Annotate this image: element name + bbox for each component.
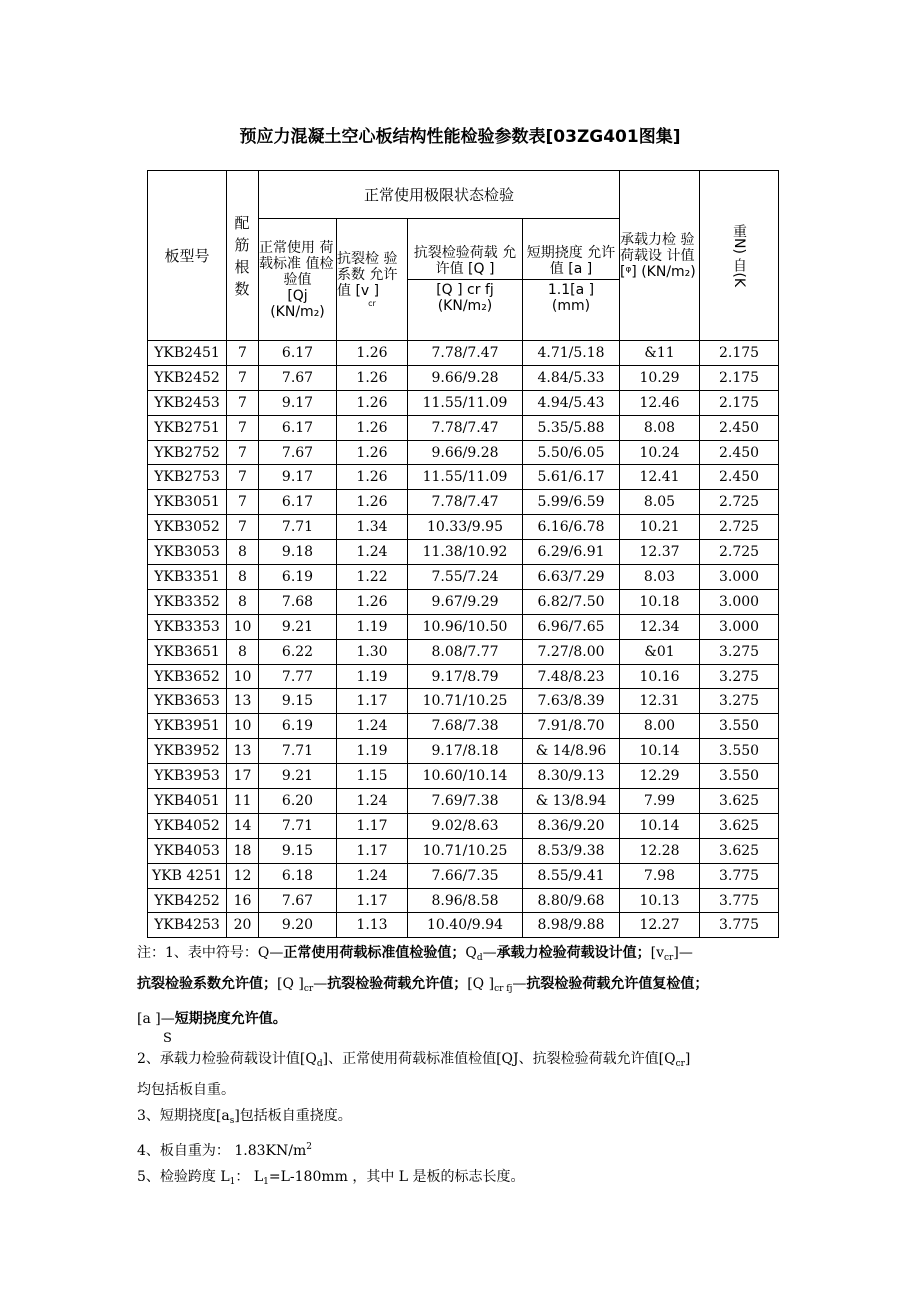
cell-bearing-load: 7.98: [620, 863, 700, 888]
cell-standard-load: 9.17: [259, 465, 337, 490]
cell-deflection: 4.84/5.33: [523, 365, 620, 390]
cell-crack-load: 7.78/7.47: [408, 415, 523, 440]
bearing-line: 荷载设 计值: [620, 247, 695, 264]
cell-standard-load: 6.22: [259, 639, 337, 664]
cell-crack-coeff: 1.34: [337, 515, 408, 540]
cell-board-type: YKB2753: [148, 465, 227, 490]
cell-standard-load: 9.18: [259, 540, 337, 565]
cell-crack-coeff: 1.17: [337, 813, 408, 838]
cell-standard-load: 7.67: [259, 440, 337, 465]
cell-self-weight: 3.550: [700, 714, 779, 739]
standard-line: [Qj: [287, 287, 308, 304]
cell-rebar-count: 8: [227, 540, 259, 565]
crack-load-line: 抗裂检验荷载 允: [413, 245, 517, 261]
cell-standard-load: 9.21: [259, 614, 337, 639]
deflection-line: 1.1[a ]: [547, 282, 595, 298]
table-row: [148, 913, 779, 938]
cell-crack-coeff: 1.24: [337, 714, 408, 739]
standard-line: 正常使用 荷: [259, 239, 334, 256]
weight-label: 重N) 自(K: [731, 223, 748, 288]
cell-deflection: 7.48/8.23: [523, 664, 620, 689]
note-3: 3、短期挠度$[a_s]$包括板自重挠度。: [137, 1108, 352, 1126]
cell-crack-load: 11.55/11.09: [408, 390, 523, 415]
cell-self-weight: 2.450: [700, 440, 779, 465]
cell-crack-coeff: 1.15: [337, 764, 408, 789]
cell-rebar-count: 14: [227, 813, 259, 838]
cell-crack-coeff: 1.22: [337, 565, 408, 590]
cell-crack-coeff: 1.24: [337, 540, 408, 565]
header-crack-coeff: [337, 219, 408, 341]
rebar-count-label: 配筋根数: [234, 213, 252, 298]
cell-board-type: YKB3652: [148, 664, 227, 689]
cell-bearing-load: 12.28: [620, 838, 700, 863]
cell-crack-coeff: 1.26: [337, 440, 408, 465]
cell-rebar-count: 8: [227, 639, 259, 664]
cell-bearing-load: 8.03: [620, 565, 700, 590]
header-rebar-count: [227, 171, 259, 341]
cell-bearing-load: 12.34: [620, 614, 700, 639]
cell-rebar-count: 7: [227, 341, 259, 366]
table-row: [148, 639, 779, 664]
cell-deflection: 5.61/6.17: [523, 465, 620, 490]
cell-crack-load: 7.55/7.24: [408, 565, 523, 590]
cell-standard-load: 9.21: [259, 764, 337, 789]
cell-rebar-count: 10: [227, 614, 259, 639]
cell-board-type: YKB3952: [148, 739, 227, 764]
cell-bearing-load: 12.29: [620, 764, 700, 789]
cell-standard-load: 9.15: [259, 838, 337, 863]
cell-board-type: YKB3951: [148, 714, 227, 739]
cell-crack-coeff: 1.26: [337, 465, 408, 490]
cell-standard-load: 7.71: [259, 813, 337, 838]
cell-crack-coeff: 1.24: [337, 789, 408, 814]
cell-board-type: YKB2451: [148, 341, 227, 366]
cell-bearing-load: 12.31: [620, 689, 700, 714]
cell-rebar-count: 12: [227, 863, 259, 888]
cell-board-type: YKB4252: [148, 888, 227, 913]
cell-crack-coeff: 1.19: [337, 614, 408, 639]
table-row: [148, 490, 779, 515]
cell-board-type: YKB3051: [148, 490, 227, 515]
cell-crack-coeff: 1.17: [337, 838, 408, 863]
header-board-type: 板型号: [148, 171, 227, 341]
crack-coeff-line: 抗裂检 验: [337, 250, 398, 267]
parameter-table: [147, 170, 779, 938]
deflection-line: (mm): [551, 298, 591, 314]
cell-deflection: & 14/8.96: [523, 739, 620, 764]
cell-rebar-count: 20: [227, 913, 259, 938]
cell-bearing-load: 10.18: [620, 589, 700, 614]
cell-rebar-count: 8: [227, 565, 259, 590]
cell-crack-load: 9.66/9.28: [408, 440, 523, 465]
table-row: [148, 515, 779, 540]
cell-board-type: YKB3653: [148, 689, 227, 714]
table-row: [148, 540, 779, 565]
cell-crack-load: 10.60/10.14: [408, 764, 523, 789]
cell-rebar-count: 13: [227, 739, 259, 764]
note-1-line3-sub: S: [163, 1031, 172, 1046]
crack-load-line: 许值 [Q ]: [435, 261, 495, 277]
cell-deflection: 5.50/6.05: [523, 440, 620, 465]
table-row: [148, 614, 779, 639]
cell-self-weight: 3.625: [700, 838, 779, 863]
bearing-line: [ᵠ] (KN/m₂): [620, 263, 696, 280]
cell-crack-load: 10.40/9.94: [408, 913, 523, 938]
cell-bearing-load: 12.37: [620, 540, 700, 565]
cell-crack-load: 10.71/10.25: [408, 838, 523, 863]
cell-bearing-load: 8.08: [620, 415, 700, 440]
cell-rebar-count: 13: [227, 689, 259, 714]
standard-line: 验值: [283, 271, 312, 288]
cell-self-weight: 3.775: [700, 863, 779, 888]
cell-crack-coeff: 1.26: [337, 390, 408, 415]
cell-deflection: 4.94/5.43: [523, 390, 620, 415]
table-row: [148, 838, 779, 863]
cell-standard-load: 9.17: [259, 390, 337, 415]
cell-deflection: 5.99/6.59: [523, 490, 620, 515]
table-row: [148, 415, 779, 440]
cell-board-type: YKB3052: [148, 515, 227, 540]
cell-self-weight: 3.275: [700, 664, 779, 689]
table-row: [148, 465, 779, 490]
cell-crack-load: 10.71/10.25: [408, 689, 523, 714]
cell-board-type: YKB4051: [148, 789, 227, 814]
cell-board-type: YKB4052: [148, 813, 227, 838]
cell-board-type: YKB3053: [148, 540, 227, 565]
cell-crack-coeff: 1.30: [337, 639, 408, 664]
cell-bearing-load: 8.05: [620, 490, 700, 515]
cell-board-type: YKB3352: [148, 589, 227, 614]
cell-rebar-count: 17: [227, 764, 259, 789]
cell-deflection: 7.27/8.00: [523, 639, 620, 664]
table-row: [148, 365, 779, 390]
table-row: [148, 390, 779, 415]
cell-self-weight: 3.275: [700, 689, 779, 714]
header-deflection: [523, 219, 620, 341]
notes: [137, 940, 787, 1195]
cell-rebar-count: 10: [227, 714, 259, 739]
cell-crack-coeff: 1.19: [337, 739, 408, 764]
cell-self-weight: 3.000: [700, 589, 779, 614]
cell-self-weight: 3.775: [700, 888, 779, 913]
cell-bearing-load: 12.46: [620, 390, 700, 415]
cell-standard-load: 7.67: [259, 888, 337, 913]
cell-standard-load: 6.17: [259, 490, 337, 515]
cell-standard-load: 9.20: [259, 913, 337, 938]
header-standard: [259, 219, 337, 341]
cell-standard-load: 6.20: [259, 789, 337, 814]
cell-board-type: YKB3651: [148, 639, 227, 664]
cell-rebar-count: 7: [227, 440, 259, 465]
cell-crack-coeff: 1.26: [337, 341, 408, 366]
cell-deflection: 7.63/8.39: [523, 689, 620, 714]
crack-coeff-line: cr: [368, 298, 376, 308]
cell-self-weight: 2.450: [700, 465, 779, 490]
cell-bearing-load: 8.00: [620, 714, 700, 739]
note-1-line2: 抗裂检验系数允许值；[Q ]$_{cr}—$抗裂检验荷载允许值；[Q ]$_{cr fj}—$抗裂检验荷载允许值复检值；: [137, 976, 709, 994]
cell-self-weight: 2.175: [700, 341, 779, 366]
cell-board-type: YKB 4251: [148, 863, 227, 888]
cell-board-type: YKB2453: [148, 390, 227, 415]
standard-line: (KN/m₂): [270, 303, 325, 320]
cell-self-weight: 2.725: [700, 515, 779, 540]
cell-crack-load: 8.08/7.77: [408, 639, 523, 664]
cell-crack-coeff: 1.17: [337, 689, 408, 714]
cell-crack-load: 7.69/7.38: [408, 789, 523, 814]
bearing-line: 承载力检 验: [620, 231, 695, 248]
cell-crack-load: 10.96/10.50: [408, 614, 523, 639]
table-row: [148, 764, 779, 789]
cell-self-weight: 3.625: [700, 789, 779, 814]
table-row: [148, 739, 779, 764]
cell-rebar-count: 7: [227, 365, 259, 390]
cell-self-weight: 3.550: [700, 764, 779, 789]
cell-bearing-load: 10.29: [620, 365, 700, 390]
cell-bearing-load: 7.99: [620, 789, 700, 814]
cell-standard-load: 6.17: [259, 415, 337, 440]
note-5: 5、检验跨度 $L_1$： $L_1=L-180mm$ ，其中 L 是板的标志长度。: [137, 1169, 525, 1187]
cell-crack-load: 11.38/10.92: [408, 540, 523, 565]
crack-coeff-line: 系数 允许: [337, 266, 398, 283]
cell-self-weight: 2.450: [700, 415, 779, 440]
cell-self-weight: 3.000: [700, 614, 779, 639]
cell-bearing-load: 10.13: [620, 888, 700, 913]
cell-board-type: YKB3351: [148, 565, 227, 590]
cell-self-weight: 2.175: [700, 390, 779, 415]
cell-crack-coeff: 1.19: [337, 664, 408, 689]
cell-crack-coeff: 1.26: [337, 490, 408, 515]
note-2: 2、承载力检验荷载设计值$[Q_d]$、正常使用荷载标准值检值[QJ、抗裂检验荷载允许值$[Q_{cr}]$: [137, 1051, 691, 1069]
cell-deflection: 8.30/9.13: [523, 764, 620, 789]
cell-standard-load: 9.15: [259, 689, 337, 714]
cell-deflection: 6.96/7.65: [523, 614, 620, 639]
cell-self-weight: 3.000: [700, 565, 779, 590]
cell-board-type: YKB2752: [148, 440, 227, 465]
crack-load-line: [Q ] cr fj: [436, 282, 494, 298]
cell-crack-load: 11.55/11.09: [408, 465, 523, 490]
table-row: [148, 714, 779, 739]
cell-crack-load: 10.33/9.95: [408, 515, 523, 540]
cell-crack-load: 9.66/9.28: [408, 365, 523, 390]
table-row: [148, 664, 779, 689]
cell-deflection: 8.98/9.88: [523, 913, 620, 938]
note-4: 4、板自重为： $1.83KN/m^2$: [137, 1142, 312, 1159]
cell-crack-coeff: 1.26: [337, 365, 408, 390]
cell-standard-load: 7.77: [259, 664, 337, 689]
table-row: [148, 565, 779, 590]
note-2-line2: 均包括板自重。: [137, 1082, 235, 1098]
cell-bearing-load: 12.27: [620, 913, 700, 938]
cell-deflection: 6.16/6.78: [523, 515, 620, 540]
cell-deflection: 8.36/9.20: [523, 813, 620, 838]
cell-crack-load: 7.78/7.47: [408, 341, 523, 366]
cell-board-type: YKB4053: [148, 838, 227, 863]
cell-deflection: 8.53/9.38: [523, 838, 620, 863]
page-title: 预应力混凝土空心板结构性能检验参数表[03ZG401图集]: [239, 127, 681, 147]
table-row: [148, 341, 779, 366]
cell-bearing-load: 10.14: [620, 813, 700, 838]
table-row: [148, 689, 779, 714]
table-row: [148, 789, 779, 814]
crack-load-line: (KN/m₂): [437, 298, 493, 314]
cell-crack-coeff: 1.26: [337, 589, 408, 614]
cell-rebar-count: 7: [227, 490, 259, 515]
cell-deflection: & 13/8.94: [523, 789, 620, 814]
cell-rebar-count: 8: [227, 589, 259, 614]
header-weight: [700, 171, 779, 341]
table-body: [148, 341, 779, 938]
cell-standard-load: 6.19: [259, 565, 337, 590]
cell-crack-coeff: 1.24: [337, 863, 408, 888]
cell-self-weight: 3.550: [700, 739, 779, 764]
cell-deflection: 6.82/7.50: [523, 589, 620, 614]
cell-rebar-count: 11: [227, 789, 259, 814]
header-normal-group: 正常使用极限状态检验: [259, 171, 620, 219]
note-1: 注：1、表中符号：Q—正常使用荷载标准值检验值；$Q_d—$承载力检验荷载设计值；$[v_{cr}]—$: [137, 945, 693, 963]
header-crack-load: [408, 219, 523, 341]
cell-bearing-load: &01: [620, 639, 700, 664]
cell-self-weight: 3.625: [700, 813, 779, 838]
cell-crack-load: 9.17/8.18: [408, 739, 523, 764]
cell-board-type: YKB4253: [148, 913, 227, 938]
cell-board-type: YKB2452: [148, 365, 227, 390]
cell-bearing-load: 10.21: [620, 515, 700, 540]
table-row: [148, 863, 779, 888]
cell-rebar-count: 16: [227, 888, 259, 913]
table-row: [148, 440, 779, 465]
cell-crack-load: 7.78/7.47: [408, 490, 523, 515]
cell-board-type: YKB3953: [148, 764, 227, 789]
cell-bearing-load: 10.24: [620, 440, 700, 465]
cell-deflection: 8.80/9.68: [523, 888, 620, 913]
crack-coeff-line: 值 [v ]: [337, 282, 380, 299]
cell-rebar-count: 7: [227, 390, 259, 415]
cell-deflection: 4.71/5.18: [523, 341, 620, 366]
deflection-line: 短期挠度 允许: [526, 245, 616, 261]
cell-standard-load: 7.71: [259, 739, 337, 764]
cell-crack-load: 7.66/7.35: [408, 863, 523, 888]
cell-crack-coeff: 1.13: [337, 913, 408, 938]
table-row: [148, 888, 779, 913]
cell-crack-coeff: 1.26: [337, 415, 408, 440]
cell-standard-load: 6.19: [259, 714, 337, 739]
table-row: [148, 813, 779, 838]
cell-standard-load: 7.71: [259, 515, 337, 540]
cell-rebar-count: 7: [227, 465, 259, 490]
cell-bearing-load: 12.41: [620, 465, 700, 490]
cell-rebar-count: 7: [227, 515, 259, 540]
cell-self-weight: 3.275: [700, 639, 779, 664]
cell-bearing-load: 10.14: [620, 739, 700, 764]
cell-standard-load: 7.67: [259, 365, 337, 390]
cell-crack-load: 9.67/9.29: [408, 589, 523, 614]
cell-rebar-count: 10: [227, 664, 259, 689]
cell-deflection: 6.63/7.29: [523, 565, 620, 590]
cell-crack-load: 9.02/8.63: [408, 813, 523, 838]
cell-board-type: YKB3353: [148, 614, 227, 639]
cell-self-weight: 2.175: [700, 365, 779, 390]
cell-crack-load: 7.68/7.38: [408, 714, 523, 739]
cell-self-weight: 2.725: [700, 490, 779, 515]
note-1-line3: [a ]—短期挠度允许值。: [137, 1011, 287, 1027]
cell-board-type: YKB2751: [148, 415, 227, 440]
standard-line: 载标准 值检: [259, 255, 334, 272]
cell-crack-load: 9.17/8.79: [408, 664, 523, 689]
cell-deflection: 6.29/6.91: [523, 540, 620, 565]
cell-bearing-load: 10.16: [620, 664, 700, 689]
cell-deflection: 8.55/9.41: [523, 863, 620, 888]
cell-self-weight: 2.725: [700, 540, 779, 565]
cell-crack-coeff: 1.17: [337, 888, 408, 913]
table-row: [148, 589, 779, 614]
cell-deflection: 5.35/5.88: [523, 415, 620, 440]
deflection-line: 值 [a ]: [549, 261, 593, 277]
cell-self-weight: 3.775: [700, 913, 779, 938]
cell-deflection: 7.91/8.70: [523, 714, 620, 739]
cell-rebar-count: 7: [227, 415, 259, 440]
cell-standard-load: 6.18: [259, 863, 337, 888]
cell-crack-load: 8.96/8.58: [408, 888, 523, 913]
cell-standard-load: 7.68: [259, 589, 337, 614]
cell-bearing-load: &11: [620, 341, 700, 366]
header-bearing: [620, 171, 700, 341]
cell-rebar-count: 18: [227, 838, 259, 863]
cell-standard-load: 6.17: [259, 341, 337, 366]
